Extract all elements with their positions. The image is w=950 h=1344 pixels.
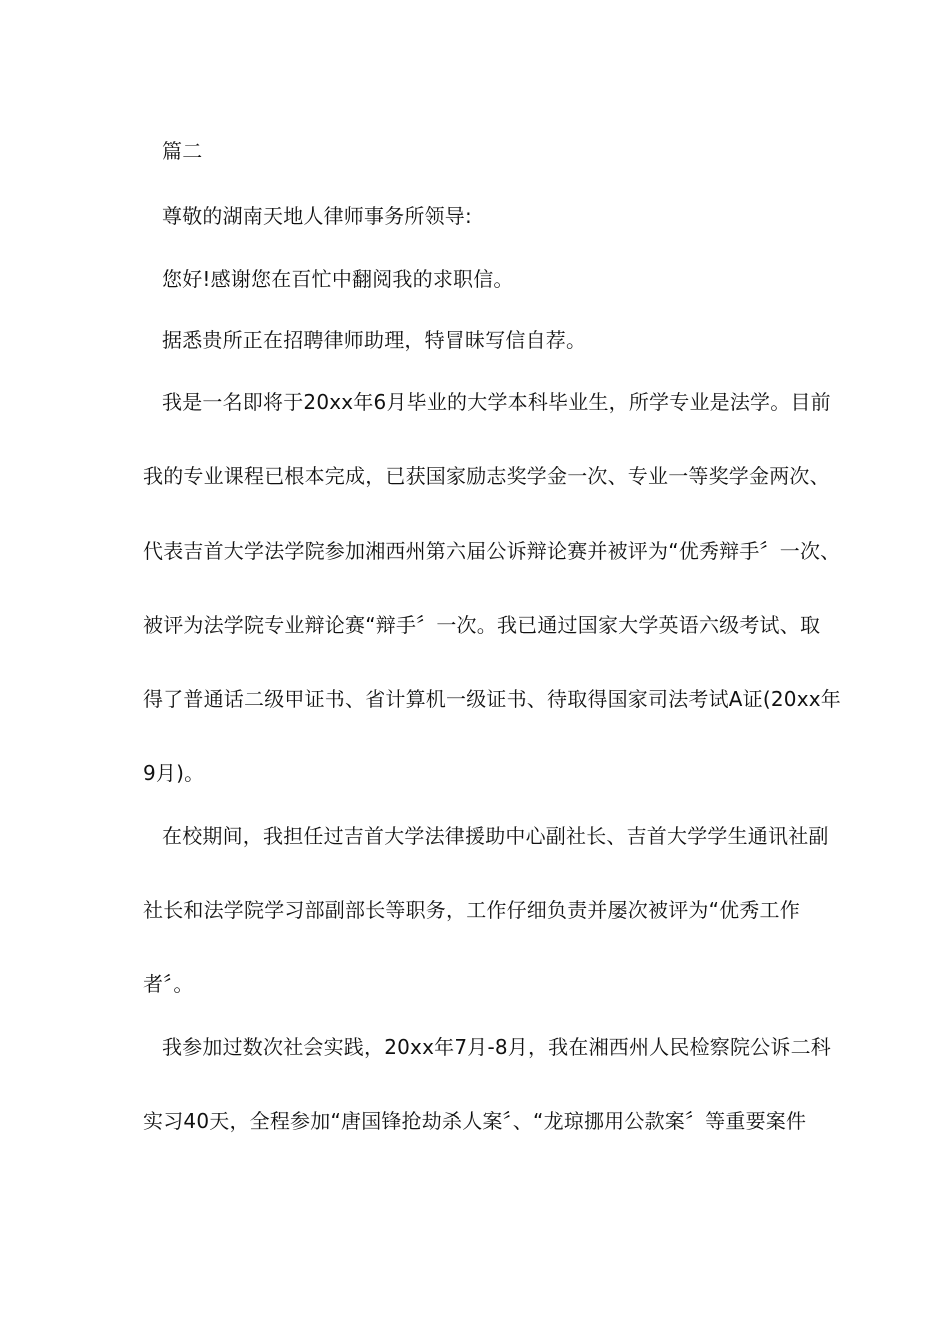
paragraph-3-line: 我参加过数次社会实践，20xx年7月-8月，我在湘西州人民检察院公诉二科 [162, 1035, 831, 1059]
paragraph-2-line: 社长和法学院学习部副部长等职务，工作仔细负责并屡次被评为“优秀工作 [143, 898, 800, 922]
paragraph-2-line: 者〞。 [143, 972, 194, 996]
intro-line: 据悉贵所正在招聘律师助理，特冒昧写信自荐。 [162, 328, 587, 352]
paragraph-2-line: 在校期间，我担任过吉首大学法律援助中心副社长、吉首大学学生通讯社副 [162, 824, 829, 848]
paragraph-1-line: 代表吉首大学法学院参加湘西州第六届公诉辩论赛并被评为“优秀辩手〞一次、 [143, 539, 841, 563]
section-heading: 篇二 [162, 139, 203, 163]
greeting-line: 您好!感谢您在百忙中翻阅我的求职信。 [162, 267, 514, 291]
paragraph-1-line: 得了普通话二级甲证书、省计算机一级证书、待取得国家司法考试A证(20xx年 [143, 687, 842, 711]
paragraph-3-line: 实习40天，全程参加“唐国锋抢劫杀人案〞、“龙琼挪用公款案〞等重要案件 [143, 1109, 807, 1133]
paragraph-1-line: 9月)。 [143, 761, 205, 785]
salutation: 尊敬的湖南天地人律师事务所领导: [162, 204, 472, 228]
paragraph-1-line: 被评为法学院专业辩论赛“辩手〞一次。我已通过国家大学英语六级考试、取 [143, 613, 821, 637]
paragraph-1-line: 我的专业课程已根本完成，已获国家励志奖学金一次、专业一等奖学金两次、 [143, 464, 830, 488]
paragraph-1-line: 我是一名即将于20xx年6月毕业的大学本科毕业生，所学专业是法学。目前 [162, 390, 831, 414]
